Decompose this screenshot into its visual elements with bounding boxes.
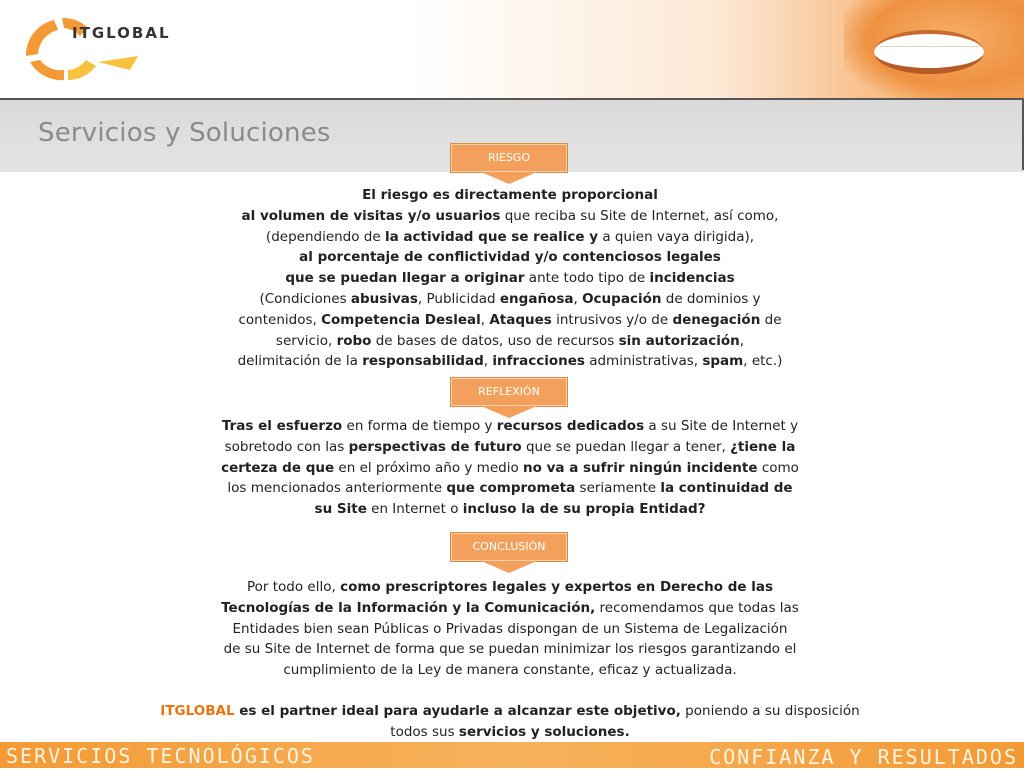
conclusion-badge: CONCLUSIÓN [450, 532, 568, 562]
page-title: Servicios y Soluciones [38, 118, 331, 148]
text: de [760, 311, 782, 328]
text: abusivas [350, 290, 418, 307]
text: recursos dedicados [496, 418, 645, 434]
text: denegación [672, 311, 761, 328]
text: que comprometa [446, 480, 576, 497]
text: es el partner ideal para ayudarle a alcanzar este objetivo, [234, 702, 681, 719]
decorative-smile [874, 30, 984, 74]
text: a quien vaya dirigida), [598, 228, 755, 245]
spacer [120, 681, 900, 701]
text: como [757, 459, 799, 476]
text: perspectivas de futuro [348, 438, 522, 455]
text: , Publicidad [417, 290, 500, 307]
decorative-teeth [880, 46, 980, 47]
text: Ocupación [582, 290, 662, 307]
text: los mencionados anteriormente [227, 480, 447, 497]
text: que reciba su Site de Internet, así como, [500, 207, 779, 224]
text: que se puedan llegar a tener, [521, 438, 731, 455]
text: , [483, 353, 493, 370]
text: todos sus [390, 723, 459, 740]
text: de bases de datos, uso de recursos [371, 332, 619, 349]
text: intrusivos y/o de [551, 311, 673, 328]
itglobal-logo [18, 10, 218, 82]
text: en Internet o [366, 501, 463, 518]
text: al porcentaje de conflictividad y/o contenciosos legales [299, 249, 721, 266]
text: sobretodo con las [224, 438, 349, 455]
text: incluso la de su propia Entidad? [462, 501, 706, 518]
text: infracciones [492, 353, 585, 370]
text: de dominios y [661, 290, 761, 307]
header-banner [0, 0, 1024, 98]
text: Tras el esfuerzo [221, 418, 343, 434]
text: recomendamos que todas las [595, 599, 799, 616]
text: El riesgo es directamente proporcional [362, 187, 658, 203]
text: a su Site de Internet y [644, 418, 799, 434]
text: Ataques [489, 311, 552, 328]
text: no va a sufrir ningún incidente [523, 459, 758, 476]
text: responsabilidad [362, 353, 484, 370]
text: seriamente [575, 480, 661, 497]
brand-name: ITGLOBAL [160, 702, 235, 719]
text: la continuidad de [660, 480, 793, 497]
text: Tecnologías de la Información y la Comunicación, [221, 599, 596, 616]
footer-banner [0, 742, 1024, 768]
reflexion-paragraph [120, 416, 900, 520]
text: Por todo ello, [246, 579, 341, 595]
text: al volumen de visitas y/o usuarios [241, 207, 501, 224]
logo-text: ITGLOBAL [72, 24, 171, 42]
text: su Site [314, 501, 367, 518]
riesgo-badge: RIESGO [450, 143, 568, 173]
text: como prescriptores legales y expertos en Derecho de las [340, 579, 774, 595]
text: , etc.) [743, 353, 783, 370]
text: incidencias [649, 270, 735, 287]
text: servicios y soluciones. [458, 723, 630, 740]
text: ¿tiene la [730, 438, 796, 455]
text: que se puedan llegar a originar [285, 270, 525, 287]
text: engañosa [499, 290, 574, 307]
text: contenidos, [238, 311, 322, 328]
text: delimitación de la [237, 353, 363, 370]
text: (dependiendo de [265, 228, 385, 245]
text: Competencia Desleal [321, 311, 481, 328]
footer-right-text: CONFIANZA Y RESULTADOS [709, 745, 1018, 769]
text: la actividad que se realice y [384, 228, 599, 245]
text: poniendo a su disposición [680, 702, 860, 719]
text: ante todo tipo de [524, 270, 650, 287]
text: en el próximo año y medio [334, 459, 524, 476]
text: , [739, 332, 745, 349]
text: spam [702, 353, 744, 370]
text: robo [336, 332, 372, 349]
text: Entidades bien sean Públicas o Privadas dispongan de un Sistema de Legalización [232, 620, 788, 637]
text: (Condiciones [259, 290, 351, 307]
text: cumplimiento de la Ley de manera constante, eficaz y actualizada. [283, 662, 737, 679]
text: servicio, [275, 332, 337, 349]
text: de su Site de Internet de forma que se puedan minimizar los riesgos garantizando el [223, 641, 797, 658]
text: certeza de que [221, 459, 335, 476]
text: administrativas, [584, 353, 703, 370]
riesgo-paragraph [120, 185, 900, 372]
reflexion-badge: REFLEXIÓN [450, 377, 568, 407]
footer-left-text: SERVICIOS TECNOLÓGICOS [6, 744, 315, 768]
text: sin autorización [618, 332, 740, 349]
text: en forma de tiempo y [342, 418, 497, 434]
conclusion-paragraph [120, 577, 900, 743]
text: , [480, 311, 490, 328]
text: , [573, 290, 583, 307]
